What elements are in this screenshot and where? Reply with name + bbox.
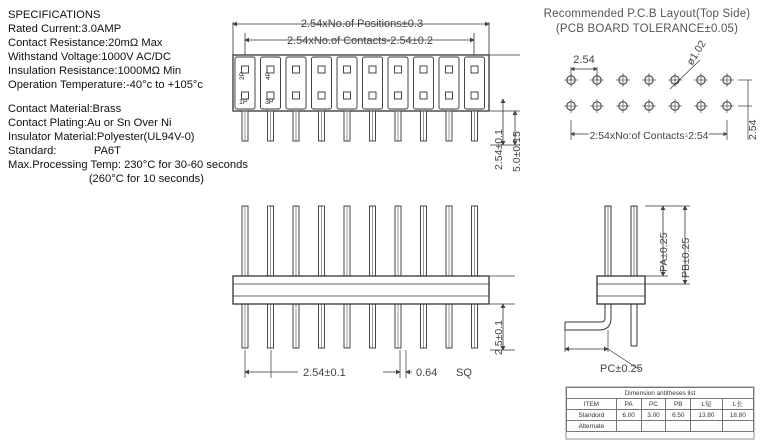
pcb-layout-title — [536, 7, 758, 37]
pin-square — [369, 66, 376, 73]
pin-square — [369, 92, 376, 99]
table-header-cell: L短 — [691, 399, 722, 410]
table-caption: Dimension antitheses list — [567, 388, 754, 399]
housing-cell — [363, 57, 383, 109]
front-view — [233, 206, 515, 378]
housing-cell — [337, 57, 357, 109]
pin-square — [293, 92, 300, 99]
housing-cell — [439, 57, 459, 109]
pin-square — [242, 66, 249, 73]
spec-line: Max.Processing Temp: 230°C for 30-60 seconds — [8, 159, 248, 171]
top-view-pins — [242, 111, 478, 141]
spec-line: Rated Current:3.0AMP — [8, 23, 122, 35]
table-row — [567, 410, 754, 421]
pcb-title-line: Recommended P.C.B Layout(Top Side) — [543, 8, 751, 20]
pin-square — [318, 92, 325, 99]
table-cell: 6.00 — [616, 410, 641, 421]
pin-label-3p: 3P — [265, 99, 274, 106]
pin-square — [293, 66, 300, 73]
front-pitch-label: 2.54±0.1 — [303, 367, 346, 379]
pin-square — [267, 66, 274, 73]
front-height-label: 2.5±0.1 — [493, 320, 505, 355]
pin-square — [395, 66, 402, 73]
table-header-cell: PA — [616, 399, 641, 410]
pin-square — [420, 92, 427, 99]
pin-square — [471, 92, 478, 99]
table-header-cell: PC — [641, 399, 666, 410]
spec-line: Withstand Voltage:1000V AC/DC — [8, 51, 171, 63]
pin-square — [395, 92, 402, 99]
table-cell: 3.00 — [641, 410, 666, 421]
dimension-table — [566, 387, 754, 432]
table-cell: Standord — [567, 410, 617, 421]
table-row — [567, 421, 754, 432]
pcb-contacts-label: 2.54xNo.of Contacts-2.54 — [589, 130, 709, 142]
table-header-cell: PB — [666, 399, 691, 410]
housing-cell — [312, 57, 332, 109]
side-pc-label: PC±0.25 — [600, 363, 643, 375]
pcb-hole-label: ø1.02 — [684, 38, 709, 68]
pin-square — [318, 66, 325, 73]
housing-cell — [286, 57, 306, 109]
table-cell — [641, 421, 666, 432]
pcb-pitch-label: 2.54 — [573, 54, 595, 66]
table-cell — [691, 421, 722, 432]
table-header-row — [567, 399, 754, 410]
pin-label-2p: 2P — [239, 72, 246, 80]
pin-square — [344, 92, 351, 99]
pin-label-1p: 1P — [239, 99, 248, 106]
table-cell — [722, 421, 753, 432]
table-header-cell: ITEM — [567, 399, 617, 410]
pin-square — [267, 92, 274, 99]
table-cell: Alternate — [567, 421, 617, 432]
pin-label-4p: 4P — [265, 72, 272, 80]
contacts-dim-label: 2.54xNo.of Contacts-2.54±0.2 — [286, 35, 434, 47]
pin-square — [242, 92, 249, 99]
positions-dim-label: 2.54xNo.of Positions±0.3 — [300, 18, 424, 30]
pin-square — [446, 92, 453, 99]
table-cell — [666, 421, 691, 432]
pcb-holes — [564, 73, 734, 113]
table-cell — [616, 421, 641, 432]
spec-line: Operation Temperature:-40°c to +105°c — [8, 79, 203, 91]
spec-line: Insulation Resistance:1000MΩ Min — [8, 65, 182, 77]
spec-line: Contact Resistance:20mΩ Max — [8, 37, 163, 49]
spec-line: Insulator Material:Polyester(UL94V-0) — [8, 131, 195, 143]
pin-square — [471, 66, 478, 73]
side-pb-label: PB±0.25 — [680, 237, 692, 278]
spec-line: (260°C for 10 seconds) — [8, 173, 204, 185]
front-pin-dim-label: 0.64 — [416, 367, 438, 379]
side-pa-label: PA±0.25 — [658, 232, 670, 272]
spec-line: Standard: PA6T — [8, 145, 121, 157]
pcb-layout — [564, 60, 752, 140]
top-dim-b: 5.0±0.15 — [511, 131, 523, 172]
housing-cell — [388, 57, 408, 109]
pin-square — [344, 66, 351, 73]
front-pin-unit-label: SQ — [456, 367, 472, 379]
spec-line: Contact Material:Brass — [8, 103, 122, 115]
top-dim-a: 2.54±0.1 — [493, 129, 505, 170]
table-cell: 18.80 — [722, 410, 753, 421]
pin-square — [446, 66, 453, 73]
table-header-cell: L长 — [722, 399, 753, 410]
spec-line: Contact Plating:Au or Sn Over Ni — [8, 117, 172, 129]
table-cell: 6.50 — [666, 410, 691, 421]
pin-square — [420, 66, 427, 73]
side-view — [565, 206, 690, 370]
table-cell: 13.80 — [691, 410, 722, 421]
pcb-subtitle-line: (PCB BOARD TOLERANCE±0.05) — [555, 23, 739, 35]
housing-cell — [414, 57, 434, 109]
housing-cell — [465, 57, 485, 109]
pcb-row-pitch-label: 2.54 — [747, 119, 759, 140]
spec-title: SPECIFICATIONS — [8, 9, 101, 21]
